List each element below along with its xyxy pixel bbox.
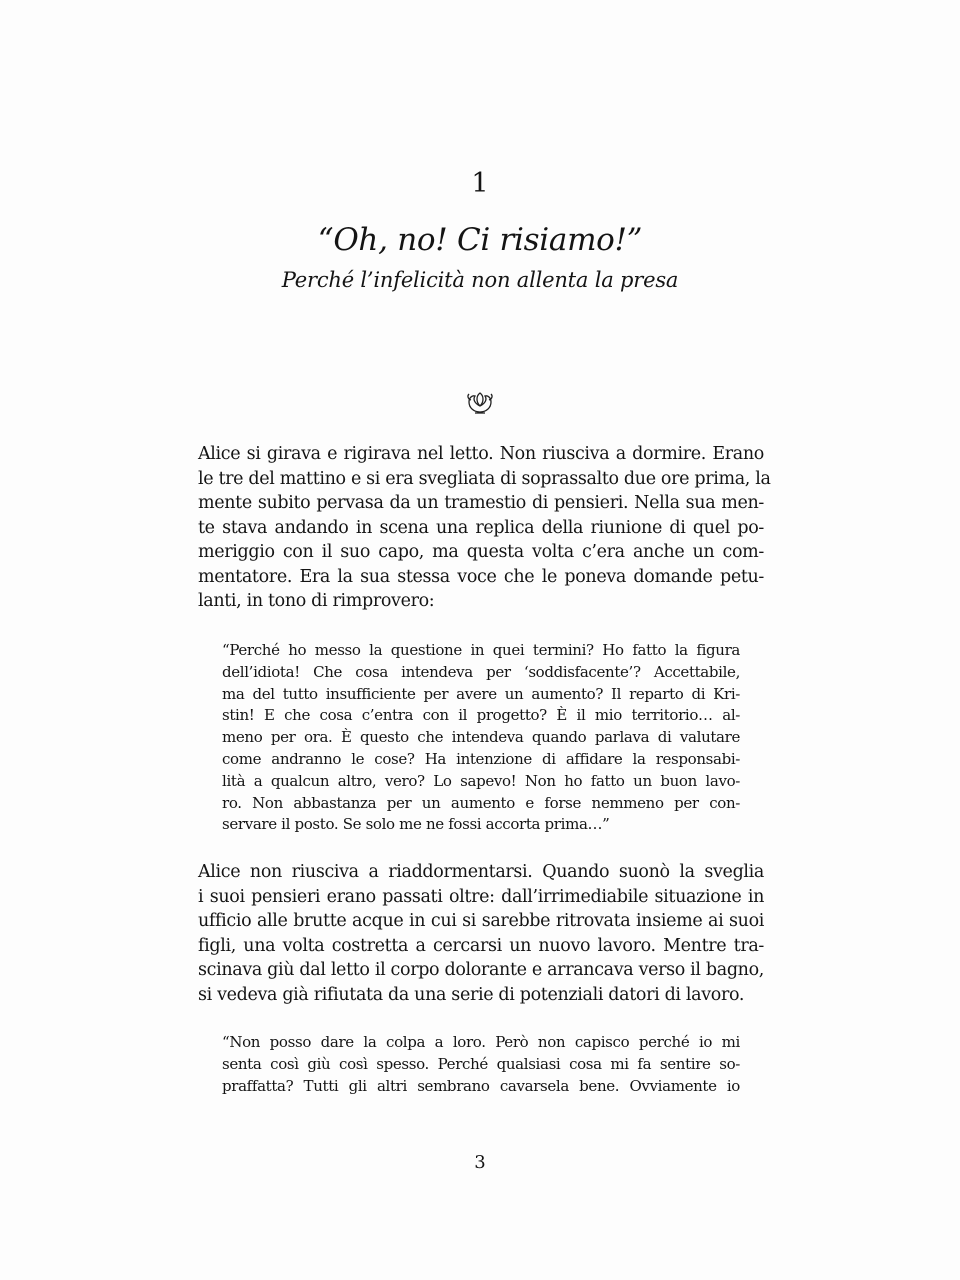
- paragraph-2: [198, 860, 764, 1007]
- quote-line: “Perché ho messo la questione in quei termini? Ho fatto la figura: [222, 641, 740, 659]
- quote-line: stin! E che cosa c’entra con il progetto? È il mio territorio… al-: [222, 706, 740, 725]
- quote-line: ma del tutto insufficiente per avere un aumento? Il reparto di Kri-: [222, 684, 740, 703]
- block-quote-2: [222, 1032, 740, 1097]
- quote-line: ro. Non abbastanza per un aumento e forse nemmeno per con-: [222, 793, 740, 812]
- paragraph-line: mentatore. Era la sua stessa voce che le poneva domande petu-: [198, 566, 764, 587]
- paragraph-line: lanti, in tono di rimprovero:: [198, 591, 435, 611]
- quote-line: praffatta? Tutti gli altri sembrano cavarsela bene. Ovviamente io: [222, 1076, 740, 1095]
- paragraph-line: si vedeva già rifiutata da una serie di potenziali datori di lavoro.: [198, 984, 745, 1005]
- flower-ornament-icon: [465, 390, 495, 416]
- quote-line: meno per ora. È questo che intendeva quando parlava di valutare: [222, 728, 740, 747]
- quote-line: dell’idiota! Che cosa intendeva per ‘soddisfacente’? Accettabile,: [222, 662, 740, 681]
- quote-line: senta così giù così spesso. Perché qualsiasi cosa mi fa sentire so-: [222, 1054, 740, 1073]
- paragraph-line: Alice si girava e rigirava nel letto. Non riusciva a dormire. Erano: [198, 444, 764, 464]
- chapter-subtitle: Perché l’infelicità non allenta la presa: [281, 268, 679, 292]
- paragraph-line: mente subito pervasa da un tramestio di pensieri. Nella sua men-: [198, 493, 764, 513]
- paragraph-line: scinava giù dal letto il corpo dolorante e arrancava verso il bagno,: [198, 960, 764, 980]
- page-number: 3: [474, 1152, 486, 1173]
- paragraph-1: [198, 442, 771, 614]
- paragraph-line: figli, una volta costretta a cercarsi un nuovo lavoro. Mentre tra-: [198, 935, 764, 956]
- chapter-title: “Oh, no! Ci risiamo!”: [317, 222, 643, 258]
- quote-line: “Non posso dare la colpa a loro. Però non capisco perché io mi: [222, 1033, 740, 1051]
- paragraph-line: meriggio con il suo capo, ma questa volta c’era anche un com-: [198, 542, 764, 562]
- paragraph-line: Alice non riusciva a riaddormentarsi. Quando suonò la sveglia: [198, 862, 764, 882]
- paragraph-line: te stava andando in scena una replica della riunione di quel po-: [198, 517, 764, 538]
- paragraph-line: i suoi pensieri erano passati oltre: dall’irrimediabile situazione in: [198, 886, 764, 907]
- paragraph-line: ufficio alle brutte acque in cui si sarebbe ritrovata insieme ai suoi: [198, 911, 764, 931]
- paragraph-line: le tre del mattino e si era svegliata di soprassalto due ore prima, la: [198, 468, 771, 489]
- quote-line: lità a qualcun altro, vero? Lo sapevo! Non ho fatto un buon lavo-: [222, 771, 740, 790]
- quote-line: come andranno le cose? Ha intenzione di affidare la responsabi-: [222, 749, 740, 768]
- quote-line: servare il posto. Se solo me ne fossi accorta prima…”: [222, 815, 610, 834]
- block-quote-1: [222, 640, 740, 836]
- chapter-number: 1: [471, 168, 489, 199]
